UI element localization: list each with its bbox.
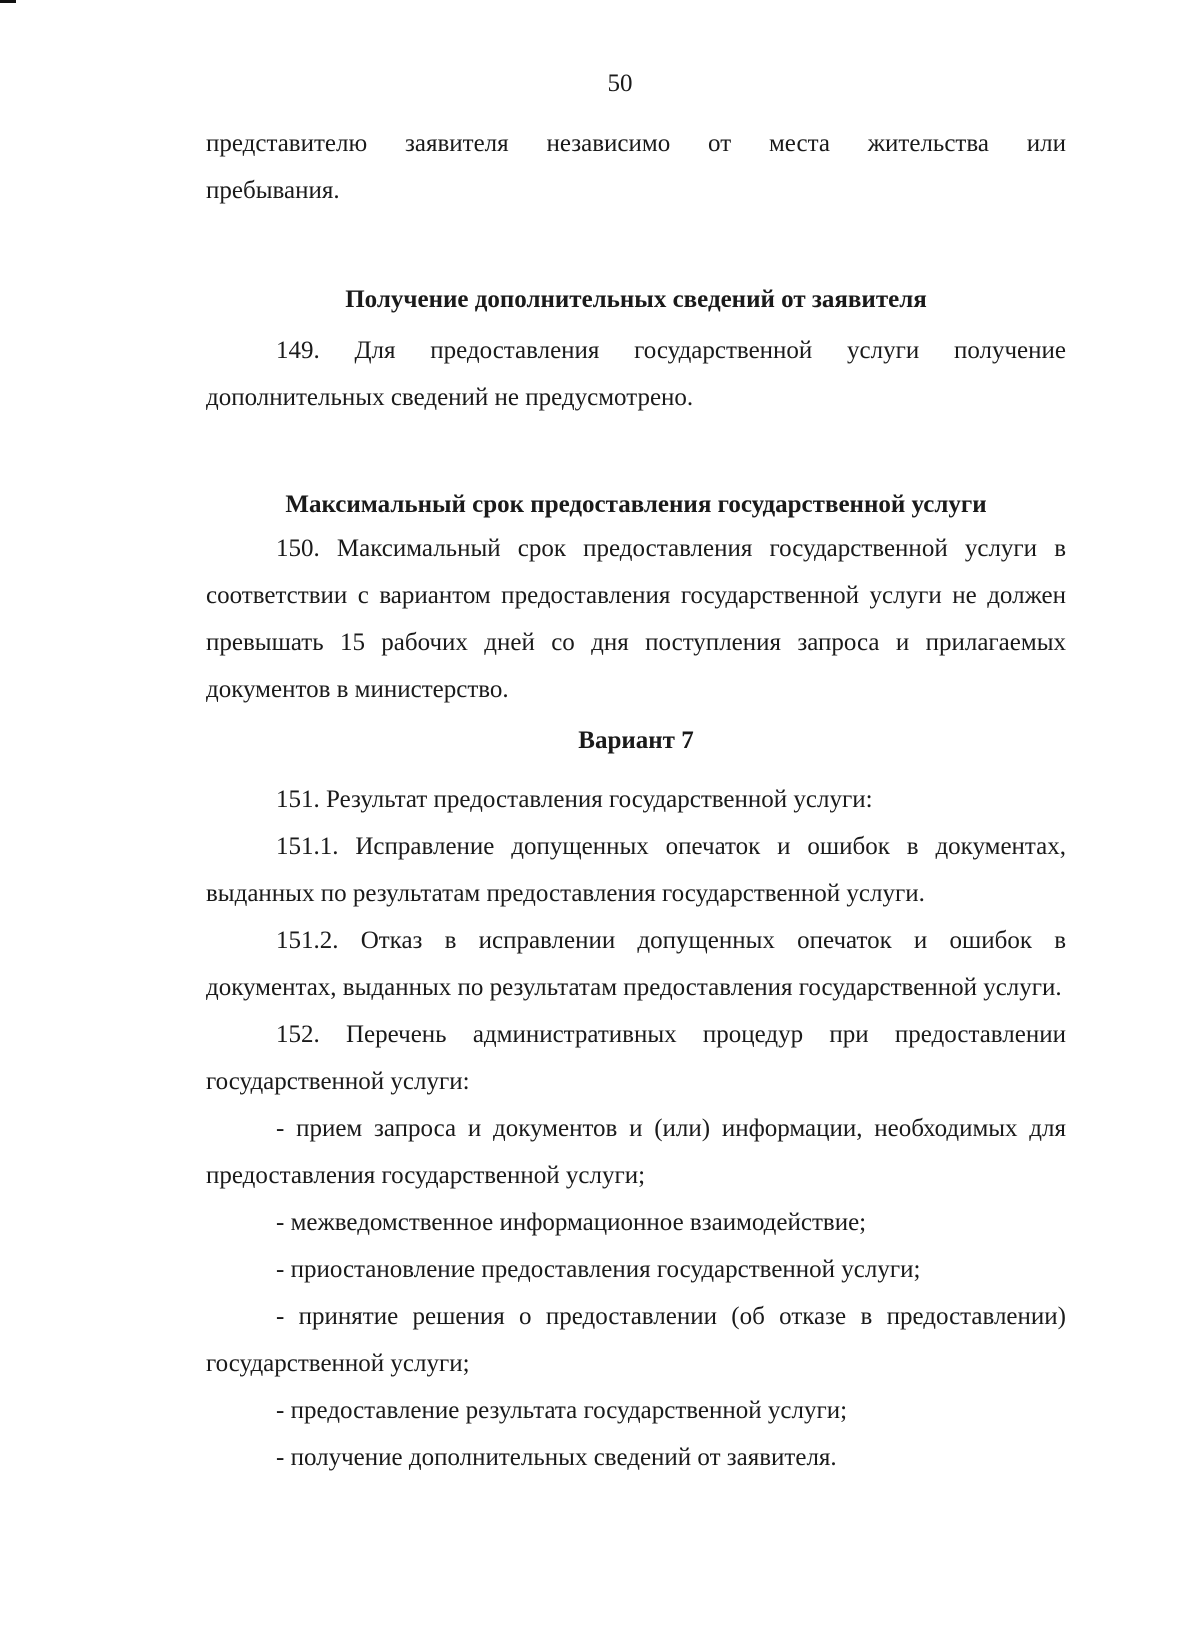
list-item: - получение дополнительных сведений от заявителя. <box>276 1444 837 1471</box>
paragraph-151: 151. Результат предоставления государственной услуги: <box>276 786 873 813</box>
page-content <box>206 120 1066 1481</box>
paragraph-continuation-line1: представителю заявителя независимо от места жительства или <box>206 130 1066 157</box>
list-item: - прием запроса и документов и (или) информации, необходимых для предоставления государственной услуги; <box>206 1115 1066 1189</box>
paragraph-149: 149. Для предоставления государственной услуги получение дополнительных сведений не предусмотрено. <box>206 337 1066 411</box>
paragraph-152: 152. Перечень административных процедур при предоставлении государственной услуги: <box>206 1021 1066 1095</box>
section-heading-variant-7: Вариант 7 <box>578 727 694 754</box>
section-heading-additional-info: Получение дополнительных сведений от заявителя <box>345 286 927 313</box>
list-item: - принятие решения о предоставлении (об отказе в предоставлении) государственной услуги; <box>206 1303 1066 1377</box>
list-item: - межведомственное информационное взаимодействие; <box>276 1209 867 1236</box>
list-item: - предоставление результата государственной услуги; <box>276 1397 848 1424</box>
paragraph-continuation-line2: пребывания. <box>206 177 340 204</box>
scan-corner-mark <box>0 0 16 3</box>
paragraph-151-2: 151.2. Отказ в исправлении допущенных опечаток и ошибок в документах, выданных по результатам предоставления государственной услуги. <box>206 927 1066 1001</box>
paragraph-150: 150. Максимальный срок предоставления государственной услуги в соответствии с вариантом предоставления государственной услуги не должен превышать 15 рабочих дней со дня поступления запроса и прилагаемых документов в министерство. <box>206 535 1066 703</box>
page-number: 50 <box>607 70 633 97</box>
section-heading-max-term: Максимальный срок предоставления государственной услуги <box>285 491 987 518</box>
paragraph-151-1: 151.1. Исправление допущенных опечаток и ошибок в документах, выданных по результатам предоставления государственной услуги. <box>206 833 1066 907</box>
list-item: - приостановление предоставления государственной услуги; <box>276 1256 921 1283</box>
